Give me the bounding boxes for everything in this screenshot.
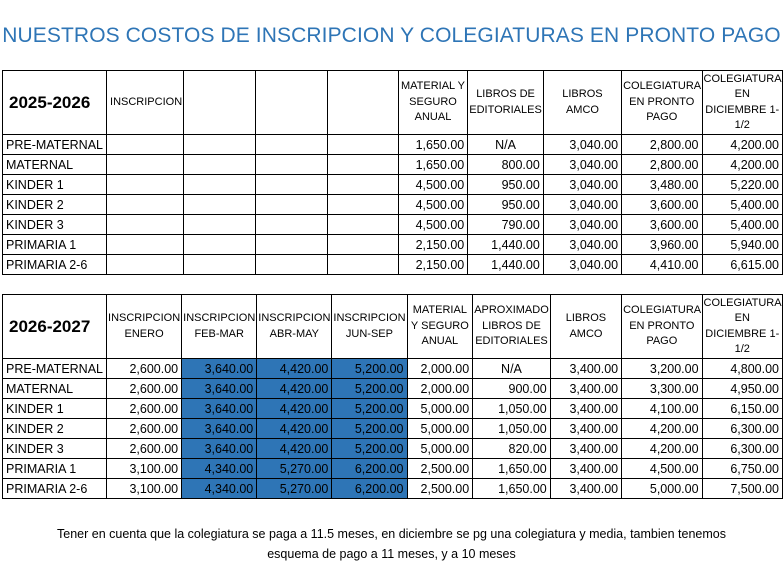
- column-header: COLEGIATURA EN DICIEMBRE 1-1/2: [702, 71, 783, 135]
- table-cell: 3,040.00: [543, 215, 621, 235]
- table-cell: [327, 195, 398, 215]
- table-cell: 4,500.00: [622, 459, 702, 479]
- table-cell: 4,800.00: [702, 359, 782, 379]
- table-cell: 4,500.00: [398, 215, 468, 235]
- column-header: INSCRIPCION ABR-MAY: [257, 295, 332, 359]
- table-cell: 6,200.00: [332, 479, 407, 499]
- table-cell: [107, 195, 184, 215]
- grade-label: KINDER 3: [3, 215, 107, 235]
- header-row: [3, 295, 783, 359]
- table-row: [3, 359, 783, 379]
- table-cell: 5,220.00: [702, 175, 783, 195]
- column-header: INSCRIPCION: [107, 71, 184, 135]
- table-cell: 3,400.00: [550, 459, 621, 479]
- table-cell: 3,400.00: [550, 479, 621, 499]
- table-cell: [255, 235, 327, 255]
- table-row: [3, 419, 783, 439]
- table-cell: [107, 155, 184, 175]
- table-row: [3, 215, 783, 235]
- table-cell: 1,650.00: [398, 155, 468, 175]
- table-cell: 1,650.00: [398, 135, 468, 155]
- table-cell: 3,040.00: [543, 155, 621, 175]
- table-cell: 6,300.00: [702, 439, 782, 459]
- table-cell: 4,500.00: [398, 175, 468, 195]
- costs-table-2026-2027: [2, 294, 783, 499]
- column-header: MATERIAL Y SEGURO ANUAL: [398, 71, 468, 135]
- table-cell: 4,200.00: [702, 135, 783, 155]
- grade-label: MATERNAL: [3, 379, 107, 399]
- table-cell: [255, 135, 327, 155]
- table-cell: [184, 155, 256, 175]
- column-header: COLEGIATURA EN PRONTO PAGO: [622, 71, 702, 135]
- table-cell: 3,400.00: [550, 379, 621, 399]
- grade-label: MATERNAL: [3, 155, 107, 175]
- table-cell: 4,420.00: [257, 439, 332, 459]
- table-cell: 950.00: [468, 175, 544, 195]
- table-cell: [255, 155, 327, 175]
- table-cell: 3,480.00: [622, 175, 702, 195]
- table-cell: 2,800.00: [622, 135, 702, 155]
- table-cell: 3,040.00: [543, 255, 621, 275]
- table-cell: 2,600.00: [107, 379, 182, 399]
- table-cell: 5,000.00: [622, 479, 702, 499]
- table-cell: 5,200.00: [332, 439, 407, 459]
- grade-label: PRE-MATERNAL: [3, 359, 107, 379]
- table-cell: 800.00: [468, 155, 544, 175]
- table-cell: 3,040.00: [543, 195, 621, 215]
- table-cell: 3,100.00: [107, 479, 182, 499]
- table-cell: [184, 255, 256, 275]
- table-cell: 5,400.00: [702, 195, 783, 215]
- table-cell: 5,200.00: [332, 399, 407, 419]
- table-cell: 2,150.00: [398, 255, 468, 275]
- table-row: [3, 255, 783, 275]
- grade-label: KINDER 1: [3, 399, 107, 419]
- table-row: [3, 135, 783, 155]
- table-cell: [255, 215, 327, 235]
- table-cell: 5,270.00: [257, 459, 332, 479]
- table-cell: 3,640.00: [182, 379, 257, 399]
- column-header: COLEGIATURA EN DICIEMBRE 1-1/2: [702, 295, 782, 359]
- table-cell: [184, 235, 256, 255]
- table-cell: 4,950.00: [702, 379, 782, 399]
- costs-table-2025-2026: [2, 70, 783, 275]
- table-cell: 4,420.00: [257, 359, 332, 379]
- table-cell: 4,500.00: [398, 195, 468, 215]
- table-cell: 1,650.00: [473, 479, 551, 499]
- grade-label: KINDER 3: [3, 439, 107, 459]
- table-cell: 2,600.00: [107, 439, 182, 459]
- column-header: COLEGIATURA EN PRONTO PAGO: [622, 295, 702, 359]
- school-year: 2026-2027: [3, 295, 107, 359]
- table-cell: [107, 175, 184, 195]
- table-cell: 5,200.00: [332, 359, 407, 379]
- grade-label: KINDER 1: [3, 175, 107, 195]
- table-cell: 4,420.00: [257, 379, 332, 399]
- grade-label: PRIMARIA 1: [3, 235, 107, 255]
- table-cell: [327, 175, 398, 195]
- table-cell: 2,150.00: [398, 235, 468, 255]
- table-cell: 3,400.00: [550, 419, 621, 439]
- table-cell: 2,600.00: [107, 419, 182, 439]
- grade-label: PRIMARIA 1: [3, 459, 107, 479]
- footnote-line-1: Tener en cuenta que la colegiatura se paga a 11.5 meses, en diciembre se pg una colegiatura y media, tambien tenemos: [57, 527, 726, 541]
- table-cell: 5,940.00: [702, 235, 783, 255]
- table-cell: 6,200.00: [332, 459, 407, 479]
- grade-label: PRIMARIA 2-6: [3, 255, 107, 275]
- table-row: [3, 399, 783, 419]
- column-header: APROXIMADO LIBROS DE EDITORIALES: [473, 295, 551, 359]
- table-cell: [184, 195, 256, 215]
- table-cell: 790.00: [468, 215, 544, 235]
- table-cell: 6,300.00: [702, 419, 782, 439]
- grade-label: KINDER 2: [3, 419, 107, 439]
- grade-label: PRIMARIA 2-6: [3, 479, 107, 499]
- table-row: [3, 479, 783, 499]
- table-cell: 3,100.00: [107, 459, 182, 479]
- table-cell: 3,640.00: [182, 419, 257, 439]
- table-row: [3, 379, 783, 399]
- table-cell: 3,640.00: [182, 399, 257, 419]
- table-cell: 4,200.00: [702, 155, 783, 175]
- table-cell: 3,600.00: [622, 215, 702, 235]
- table-cell: 3,400.00: [550, 439, 621, 459]
- table-cell: 1,440.00: [468, 235, 544, 255]
- column-header: LIBROS AMCO: [543, 71, 621, 135]
- table-cell: 3,200.00: [622, 359, 702, 379]
- table-cell: 5,200.00: [332, 379, 407, 399]
- table-cell: 1,650.00: [473, 459, 551, 479]
- table-cell: 2,600.00: [107, 399, 182, 419]
- table-cell: 3,600.00: [622, 195, 702, 215]
- table-cell: 5,000.00: [407, 419, 473, 439]
- column-header: [327, 71, 398, 135]
- table-row: [3, 459, 783, 479]
- table-cell: 3,040.00: [543, 135, 621, 155]
- grade-label: KINDER 2: [3, 195, 107, 215]
- table-cell: 6,750.00: [702, 459, 782, 479]
- table-cell: 3,640.00: [182, 439, 257, 459]
- table-cell: 5,270.00: [257, 479, 332, 499]
- table-cell: 3,400.00: [550, 359, 621, 379]
- table-cell: [327, 135, 398, 155]
- table-cell: 1,050.00: [473, 399, 551, 419]
- school-year: 2025-2026: [3, 71, 107, 135]
- column-header: INSCRIPCION JUN-SEP: [332, 295, 407, 359]
- table-cell: 900.00: [473, 379, 551, 399]
- table-cell: [255, 175, 327, 195]
- table-cell: 4,200.00: [622, 419, 702, 439]
- footnote: [0, 524, 783, 564]
- table-cell: 4,340.00: [182, 459, 257, 479]
- table-cell: 4,410.00: [622, 255, 702, 275]
- table-cell: 2,600.00: [107, 359, 182, 379]
- table-cell: 950.00: [468, 195, 544, 215]
- table-cell: 5,000.00: [407, 399, 473, 419]
- table-cell: N/A: [468, 135, 544, 155]
- table-cell: 7,500.00: [702, 479, 782, 499]
- table-cell: 5,400.00: [702, 215, 783, 235]
- table-cell: 1,050.00: [473, 419, 551, 439]
- table-cell: 5,000.00: [407, 439, 473, 459]
- table-cell: [327, 235, 398, 255]
- header-row: [3, 71, 783, 135]
- table-cell: [184, 175, 256, 195]
- column-header: [184, 71, 256, 135]
- table-cell: [327, 255, 398, 275]
- table-cell: 3,960.00: [622, 235, 702, 255]
- table-cell: 3,040.00: [543, 235, 621, 255]
- table-cell: 5,200.00: [332, 419, 407, 439]
- column-header: INSCRIPCION ENERO: [107, 295, 182, 359]
- table-cell: 2,500.00: [407, 479, 473, 499]
- table-cell: 2,800.00: [622, 155, 702, 175]
- table-row: [3, 235, 783, 255]
- table-cell: 4,420.00: [257, 399, 332, 419]
- table-cell: [107, 135, 184, 155]
- table-cell: 6,615.00: [702, 255, 783, 275]
- table-row: [3, 195, 783, 215]
- table-cell: [184, 215, 256, 235]
- table-cell: [107, 255, 184, 275]
- table-cell: 2,000.00: [407, 359, 473, 379]
- page-title: NUESTROS COSTOS DE INSCRIPCION Y COLEGIATURAS EN PRONTO PAGO: [2, 24, 781, 47]
- table-cell: [327, 155, 398, 175]
- column-header: INSCRIPCION FEB-MAR: [182, 295, 257, 359]
- column-header: LIBROS AMCO: [550, 295, 621, 359]
- table-cell: N/A: [473, 359, 551, 379]
- table-cell: 3,640.00: [182, 359, 257, 379]
- grade-label: PRE-MATERNAL: [3, 135, 107, 155]
- table-cell: [327, 215, 398, 235]
- table-cell: [255, 195, 327, 215]
- table-cell: 2,500.00: [407, 459, 473, 479]
- table-row: [3, 155, 783, 175]
- table-row: [3, 175, 783, 195]
- footnote-line-2: esquema de pago a 11 meses, y a 10 meses: [267, 547, 516, 561]
- table-cell: 3,300.00: [622, 379, 702, 399]
- column-header: MATERIAL Y SEGURO ANUAL: [407, 295, 473, 359]
- table-cell: 3,040.00: [543, 175, 621, 195]
- table-cell: [184, 135, 256, 155]
- table-cell: [255, 255, 327, 275]
- table-cell: 6,150.00: [702, 399, 782, 419]
- table-cell: 4,340.00: [182, 479, 257, 499]
- table-cell: 1,440.00: [468, 255, 544, 275]
- table-cell: 3,400.00: [550, 399, 621, 419]
- table-cell: [107, 235, 184, 255]
- table-cell: 820.00: [473, 439, 551, 459]
- table-cell: 4,100.00: [622, 399, 702, 419]
- column-header: LIBROS DE EDITORIALES: [468, 71, 544, 135]
- table-row: [3, 439, 783, 459]
- column-header: [255, 71, 327, 135]
- table-cell: [107, 215, 184, 235]
- table-cell: 4,200.00: [622, 439, 702, 459]
- table-cell: 2,000.00: [407, 379, 473, 399]
- table-cell: 4,420.00: [257, 419, 332, 439]
